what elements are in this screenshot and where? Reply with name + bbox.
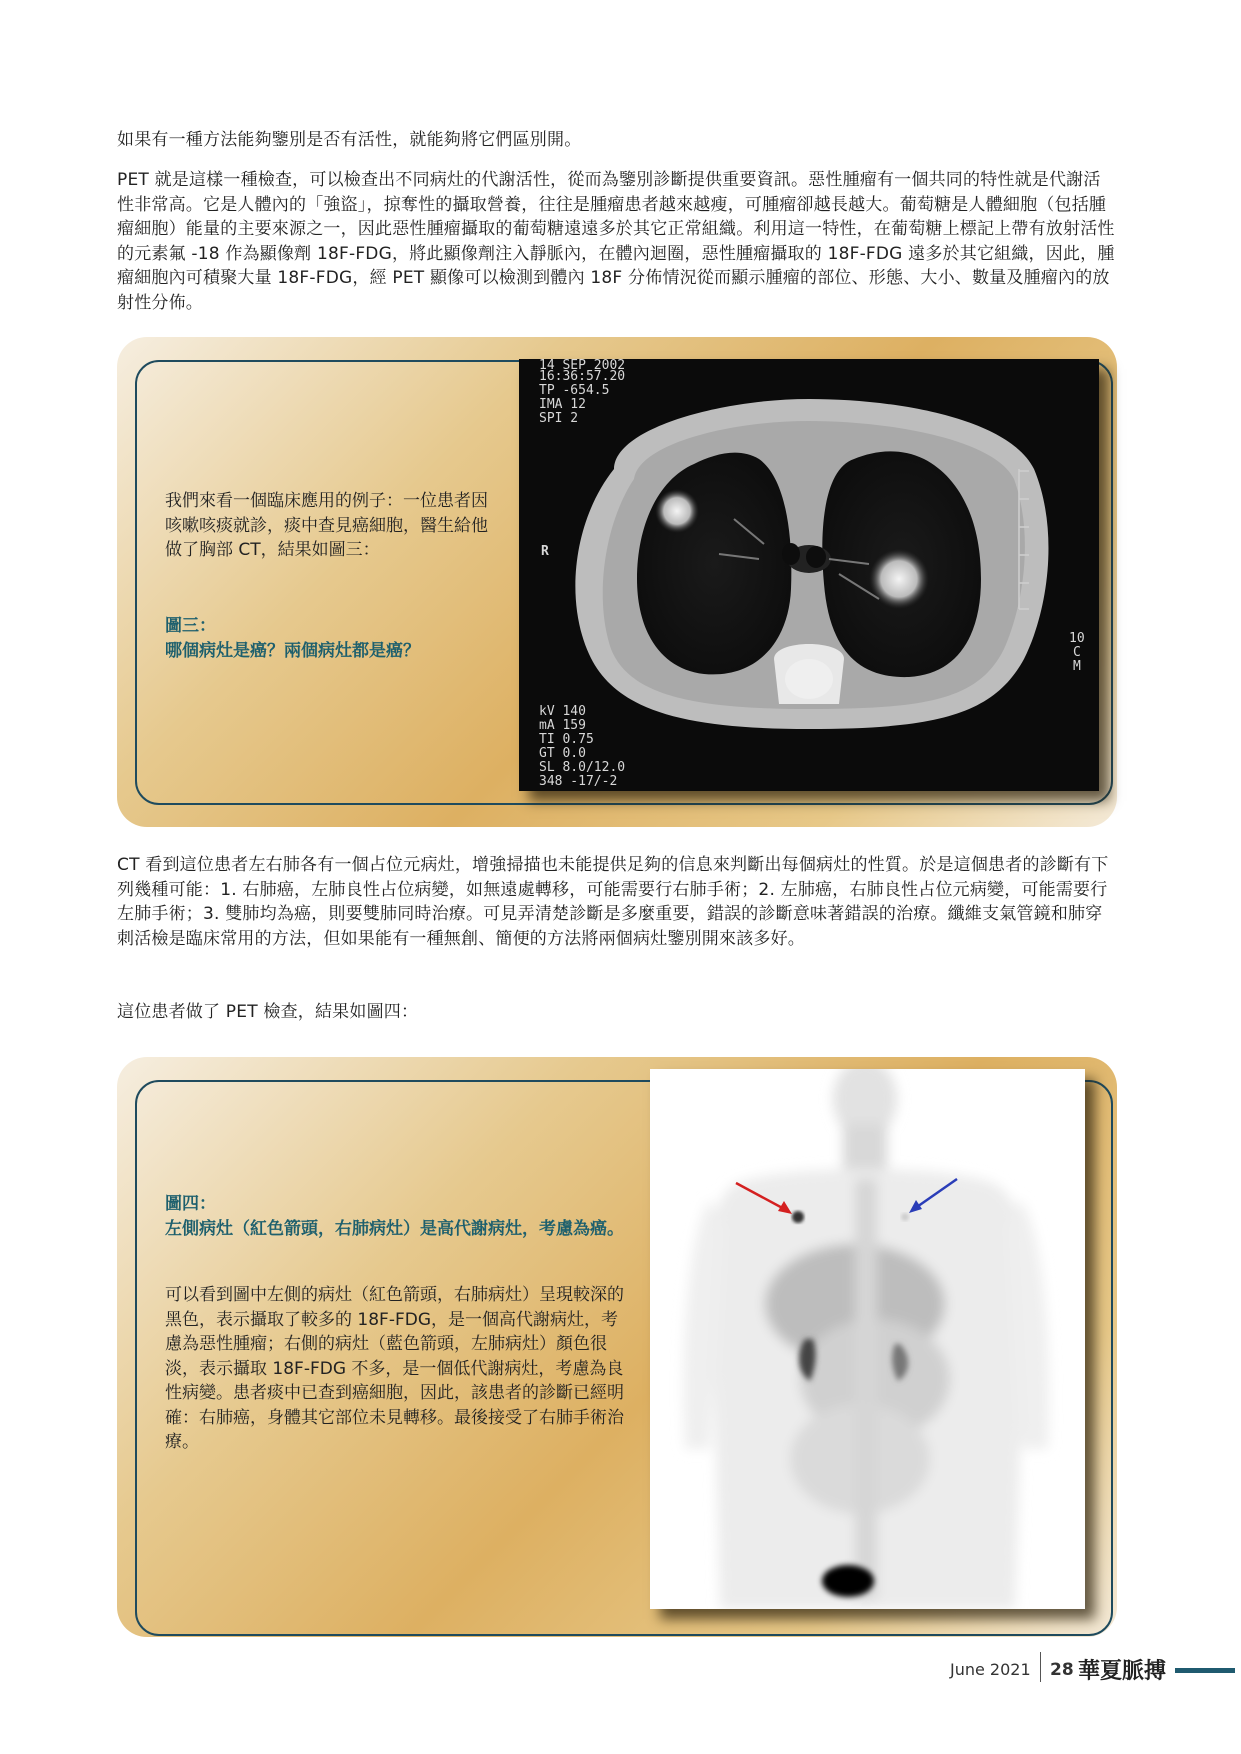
ct-header-line: 14 SEP 2002 bbox=[539, 359, 626, 373]
figure4-caption-title: 圖四： bbox=[165, 1194, 216, 1214]
footer-accent-bar bbox=[1175, 1668, 1235, 1673]
paragraph-intro: 如果有一種方法能夠鑒別是否有活性，就能夠將它們區別開。 bbox=[117, 130, 582, 150]
ct-scan-image bbox=[519, 359, 1099, 791]
paragraph-ct-analysis: CT 看到這位患者左右肺各有一個占位元病灶，增強掃描也未能提供足夠的信息來判斷出每個病灶的性質。於是這個患者的診斷有下列幾種可能：1. 右肺癌，左肺良性占位病變，如無遠處轉移，可能需要行右肺手術；2. 左肺癌，右肺良性占位元病變，可能需要行左肺手術；3. 雙肺均為癌，則要雙肺同時治療。可見弄清楚診斷是多麼重要，錯誤的診斷意味著錯誤的治療。纖維支氣管鏡和肺穿刺活檢是臨床常用的方法，但如果能有一種無創、簡便的方法將兩個病灶鑒別開來該多好。 bbox=[117, 855, 1109, 949]
ct-footer-line: mA 159 bbox=[539, 718, 586, 733]
figure-box-pet bbox=[117, 1057, 1117, 1637]
figure4-caption bbox=[165, 1192, 625, 1241]
ct-header-line: IMA 12 bbox=[539, 397, 586, 412]
figure3-caption bbox=[165, 614, 495, 663]
box1-text: 我們來看一個臨床應用的例子：一位患者因咳嗽咳痰就診，痰中查見癌細胞，醫生給他做了胸部 CT，結果如圖三： bbox=[165, 491, 488, 560]
figure-box-ct bbox=[117, 337, 1117, 827]
ct-footer-line: TI 0.75 bbox=[539, 732, 594, 747]
ct-side-marker: R bbox=[541, 544, 549, 559]
figure4-caption-text: 左側病灶（紅色箭頭，右肺病灶）是高代謝病灶，考慮為癌。 bbox=[165, 1218, 624, 1239]
pet-scan-image bbox=[650, 1069, 1085, 1609]
footer-magazine-logo: 華夏脈搏 bbox=[1078, 1658, 1167, 1684]
ct-footer-line: kV 140 bbox=[539, 704, 586, 719]
footer-page-number: 28 bbox=[1050, 1660, 1074, 1680]
pet-body-drawing bbox=[650, 1069, 1085, 1609]
ct-header-line: SPI 2 bbox=[539, 411, 579, 426]
ct-header-line: 16:36:57.20 bbox=[539, 369, 626, 384]
footer-divider bbox=[1040, 1652, 1041, 1682]
paragraph-pet-result-intro: 這位患者做了 PET 檢查，結果如圖四： bbox=[117, 1002, 419, 1022]
paragraph-pet-explanation: PET 就是這樣一種檢查，可以檢查出不同病灶的代謝活性，從而為鑒別診斷提供重要資訊。惡性腫瘤有一個共同的特性就是代謝活性非常高。它是人體內的「強盜」，掠奪性的攝取營養，往往是腫瘤患者越來越瘦，可腫瘤卻越長越大。葡萄糖是人體細胞（包括腫瘤細胞）能量的主要來源之一，因此惡性腫瘤攝取的葡萄糖遠遠多於其它正常組織。利用這一特性，在葡萄糖上標記上帶有放射活性的元素氟 -18 作為顯像劑 18F-FDG，將此顯像劑注入靜脈內，在體內迴圈，惡性腫瘤攝取的 18F-FDG 遠多於其它組織，因此，腫瘤細胞內可積聚大量 18F-FDG，經 PET 顯像可以檢測到體內 18F 分佈情況從而顯示腫瘤的部位、形態、大小、數量及腫瘤內的放射性分佈。 bbox=[117, 170, 1115, 313]
figure3-caption-text: 哪個病灶是癌？兩個病灶都是癌？ bbox=[165, 640, 420, 661]
ct-footer-line: SL 8.0/12.0 bbox=[539, 760, 626, 775]
ct-footer-line: 348 -17/-2 bbox=[539, 774, 618, 789]
ct-scale-label: M bbox=[1073, 659, 1081, 674]
ct-scale-label: C bbox=[1073, 645, 1081, 660]
ct-footer-line: GT 0.0 bbox=[539, 746, 586, 761]
ct-chest-drawing bbox=[519, 359, 1099, 791]
footer-date: June 2021 bbox=[950, 1660, 1031, 1679]
box2-text: 可以看到圖中左側的病灶（紅色箭頭，右肺病灶）呈現較深的黑色，表示攝取了較多的 18F-FDG，是一個高代謝病灶，考慮為惡性腫瘤；右側的病灶（藍色箭頭，左肺病灶）顏色很淡，表示攝取 18F-FDG 不多，是一個低代謝病灶，考慮為良性病變。患者痰中已查到癌細胞，因此，該患者的診斷已經明確：右肺癌，身體其它部位未見轉移。最後接受了右肺手術治療。 bbox=[165, 1285, 624, 1452]
ct-scale-label: 10 bbox=[1069, 631, 1085, 646]
ct-header-line: TP -654.5 bbox=[539, 383, 610, 398]
figure3-caption-title: 圖三： bbox=[165, 616, 216, 636]
